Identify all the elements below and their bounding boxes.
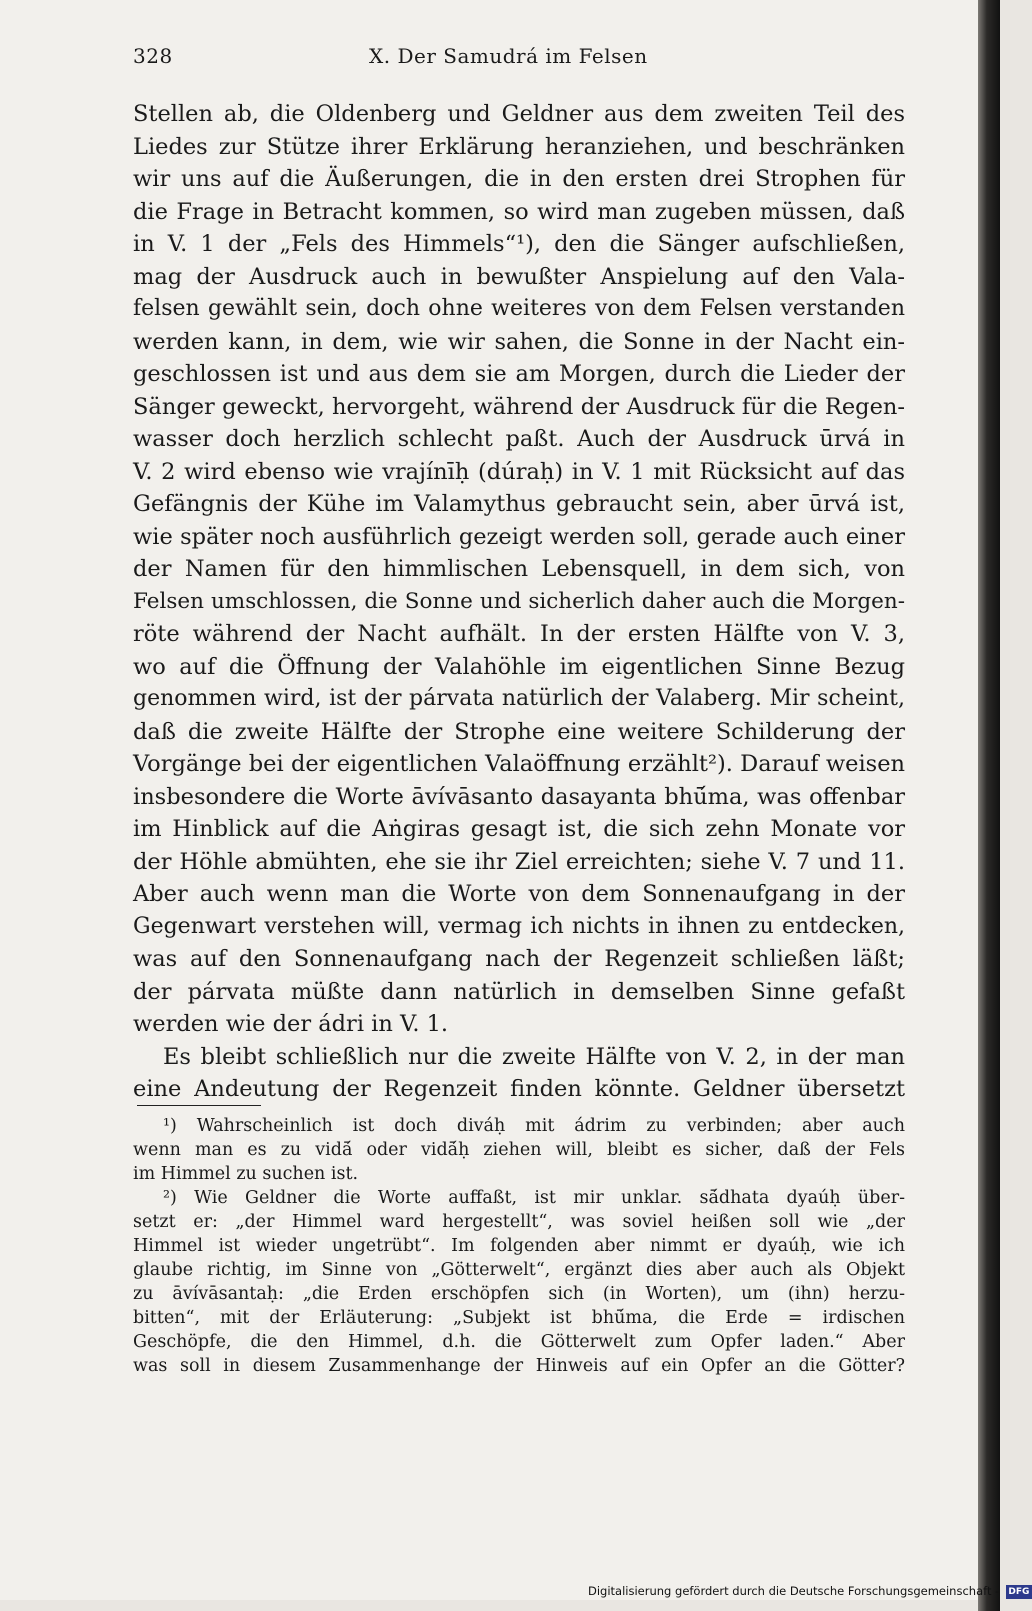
- body-line: wie später noch ausführlich gezeigt werden soll, gerade auch einer: [133, 523, 905, 550]
- footnote-divider: [137, 1105, 261, 1106]
- body-line: Es bleibt schließlich nur die zweite Hälfte von V. 2, in der man: [163, 1043, 905, 1070]
- footnote-line: glaube richtig, im Sinne von „Götterwelt“, ergänzt dies aber auch als Objekt: [133, 1260, 905, 1280]
- running-title: X. Der Samudrá im Felsen: [369, 44, 648, 68]
- footnote-line: Himmel ist wieder ungetrübt“. Im folgenden aber nimmt er dyaúḥ, wie ich: [133, 1236, 905, 1256]
- body-line: genommen wird, ist der párvata natürlich der Valaberg. Mir scheint,: [133, 686, 905, 711]
- footnote-line: Geschöpfe, die den Himmel, d.h. die Götterwelt zum Opfer laden.“ Aber: [133, 1332, 905, 1352]
- book-binding-edge: [978, 0, 1000, 1611]
- footnote-line: was soll in diesem Zusammenhange der Hinweis auf ein Opfer an die Götter?: [133, 1356, 905, 1376]
- body-line: der Namen für den himmlischen Lebensquell, in dem sich, von: [133, 556, 905, 582]
- footnote-line: wenn man es zu vidā́ oder vidā́ḥ ziehen will, bleibt es sicher, daß der Fels: [133, 1140, 905, 1160]
- body-line: eine Andeutung der Regenzeit finden könnte. Geldner übersetzt: [133, 1076, 905, 1102]
- body-line: wir uns auf die Äußerungen, die in den ersten drei Strophen für: [133, 166, 905, 192]
- body-line: die Frage in Betracht kommen, so wird man zugeben müssen, daß: [133, 198, 905, 225]
- body-line: Aber auch wenn man die Worte von dem Sonnenaufgang in der: [133, 881, 905, 907]
- body-line: daß die zweite Hälfte der Strophe eine weitere Schilderung der: [133, 718, 905, 745]
- body-line: Gegenwart verstehen will, vermag ich nichts in ihnen zu entdecken,: [133, 913, 905, 939]
- page-number: 328: [133, 44, 173, 68]
- body-line: wo auf die Öffnung der Valahöhle im eigentlichen Sinne Bezug: [133, 653, 905, 680]
- digitization-credit: [588, 1578, 1030, 1604]
- body-line: Liedes zur Stütze ihrer Erklärung heranziehen, und beschränken: [133, 133, 905, 160]
- body-line: Vorgänge bei der eigentlichen Valaöffnung erzählt²). Darauf weisen: [133, 751, 905, 777]
- body-text: [133, 98, 905, 1106]
- body-line: Stellen ab, die Oldenberg und Geldner aus dem zweiten Teil des: [133, 101, 905, 127]
- digitization-credit-text: Digitalisierung gefördert durch die Deutsche Forschungsgemeinschaft -: [588, 1584, 1000, 1598]
- body-line: röte während der Nacht aufhält. In der ersten Hälfte von V. 3,: [133, 621, 905, 647]
- body-line: Gefängnis der Kühe im Valamythus gebraucht sein, aber ūrvá ist,: [133, 491, 905, 517]
- footnote-line: zu āvívāsantaḥ: „die Erden erschöpfen sich (in Worten), um (ihn) herzu-: [133, 1284, 905, 1304]
- body-line: im Hinblick auf die Aṅgiras gesagt ist, die sich zehn Monate vor: [133, 816, 905, 842]
- footnote-line: bitten“, mit der Erläuterung: „Subjekt ist bhū́ma, die Erde = irdischen: [133, 1308, 905, 1328]
- body-line: mag der Ausdruck auch in bewußter Anspielung auf den Vala-: [133, 263, 905, 290]
- body-line: was auf den Sonnenaufgang nach der Regenzeit schließen läßt;: [133, 946, 905, 972]
- dfg-logo-icon: DFG: [1006, 1585, 1032, 1599]
- body-line: werden kann, in dem, wie wir sahen, die Sonne in der Nacht ein-: [133, 328, 905, 355]
- body-line: geschlossen ist und aus dem sie am Morgen, durch die Lieder der: [133, 361, 905, 387]
- footnote-line: ²) Wie Geldner die Worte auffaßt, ist mir unklar. sā́dhata dyaúḥ über-: [163, 1188, 905, 1208]
- body-line: der Höhle abmühten, ehe sie ihr Ziel erreichten; siehe V. 7 und 11.: [133, 848, 905, 875]
- footnote-line: setzt er: „der Himmel ward hergestellt“, was soviel heißen soll wie „der: [133, 1212, 905, 1232]
- body-line: Felsen umschlossen, die Sonne und sicherlich daher auch die Morgen-: [133, 588, 905, 614]
- footnote-line: im Himmel zu suchen ist.: [133, 1164, 359, 1184]
- body-line: werden wie der ádri in V. 1.: [133, 1011, 449, 1037]
- body-line: in V. 1 der „Fels des Himmels“¹), den die Sänger aufschließen,: [133, 231, 905, 257]
- footnote-line: ¹) Wahrscheinlich ist doch diváḥ mit ádrim zu verbinden; aber auch: [163, 1116, 905, 1136]
- body-line: V. 2 wird ebenso wie vrajínīḥ (dúraḥ) in V. 1 mit Rücksicht auf das: [133, 458, 905, 485]
- body-line: insbesondere die Worte āvívāsanto dasayanta bhū́ma, was offenbar: [133, 783, 905, 810]
- page-header: [133, 44, 903, 80]
- body-line: felsen gewählt sein, doch ohne weiteres von dem Felsen verstanden: [133, 296, 905, 321]
- body-line: wasser doch herzlich schlecht paßt. Auch der Ausdruck ūrvá in: [133, 426, 905, 452]
- footnotes: [133, 1114, 905, 1378]
- body-line: Sänger geweckt, hervorgeht, während der Ausdruck für die Regen-: [133, 393, 905, 420]
- body-line: der párvata müßte dann natürlich in demselben Sinne gefaßt: [133, 978, 905, 1005]
